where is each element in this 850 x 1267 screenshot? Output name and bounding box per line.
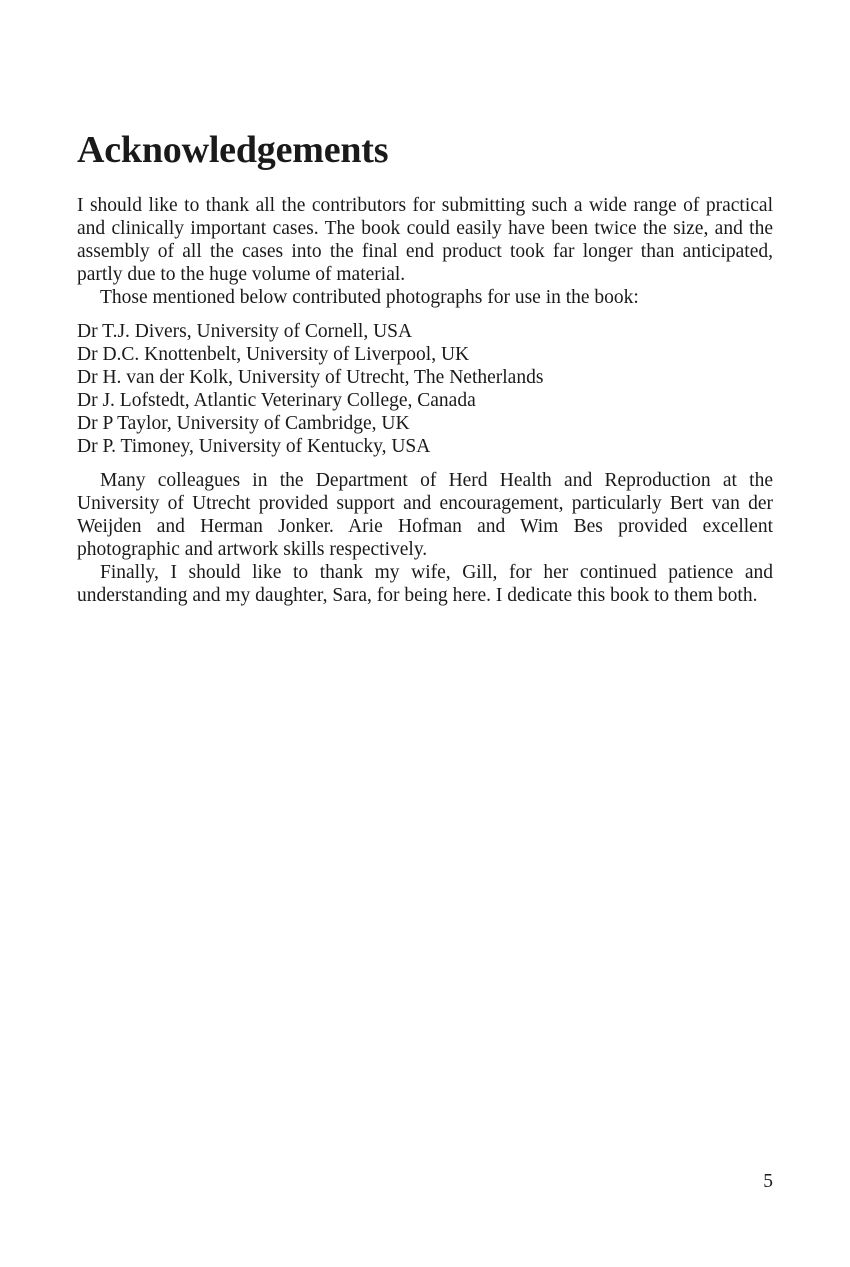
family-paragraph: Finally, I should like to thank my wife, Gill, for her continued patience and understanding and my daughter, Sara, for being here. I dedicate this book to them both. — [77, 562, 773, 606]
page-content — [77, 128, 773, 607]
contributor-item: Dr P Taylor, University of Cambridge, UK — [77, 413, 410, 434]
page-title: Acknowledgements — [77, 129, 389, 171]
contributor-item: Dr T.J. Divers, University of Cornell, USA — [77, 321, 413, 342]
photos-intro-paragraph: Those mentioned below contributed photographs for use in the book: — [100, 287, 639, 308]
page-number: 5 — [763, 1171, 773, 1192]
intro-paragraph: I should like to thank all the contributors for submitting such a wide range of practical and clinically important cases. The book could easily have been twice the size, and the assembly of all the cases into the final end product took far longer than anticipated, partly due to the huge volume of material. — [77, 195, 773, 285]
contributor-item: Dr D.C. Knottenbelt, University of Liverpool, UK — [77, 344, 470, 365]
contributor-item: Dr H. van der Kolk, University of Utrecht, The Netherlands — [77, 367, 544, 388]
colleagues-paragraph: Many colleagues in the Department of Herd Health and Reproduction at the University of Utrecht provided support and encouragement, particularly Bert van der Weijden and Herman Jonker. Arie Hofman and Wim Bes provided excellent photographic and artwork skills respectively. — [77, 470, 773, 560]
contributor-item: Dr P. Timoney, University of Kentucky, USA — [77, 436, 431, 457]
contributor-item: Dr J. Lofstedt, Atlantic Veterinary College, Canada — [77, 390, 476, 411]
contributor-list — [77, 320, 773, 458]
